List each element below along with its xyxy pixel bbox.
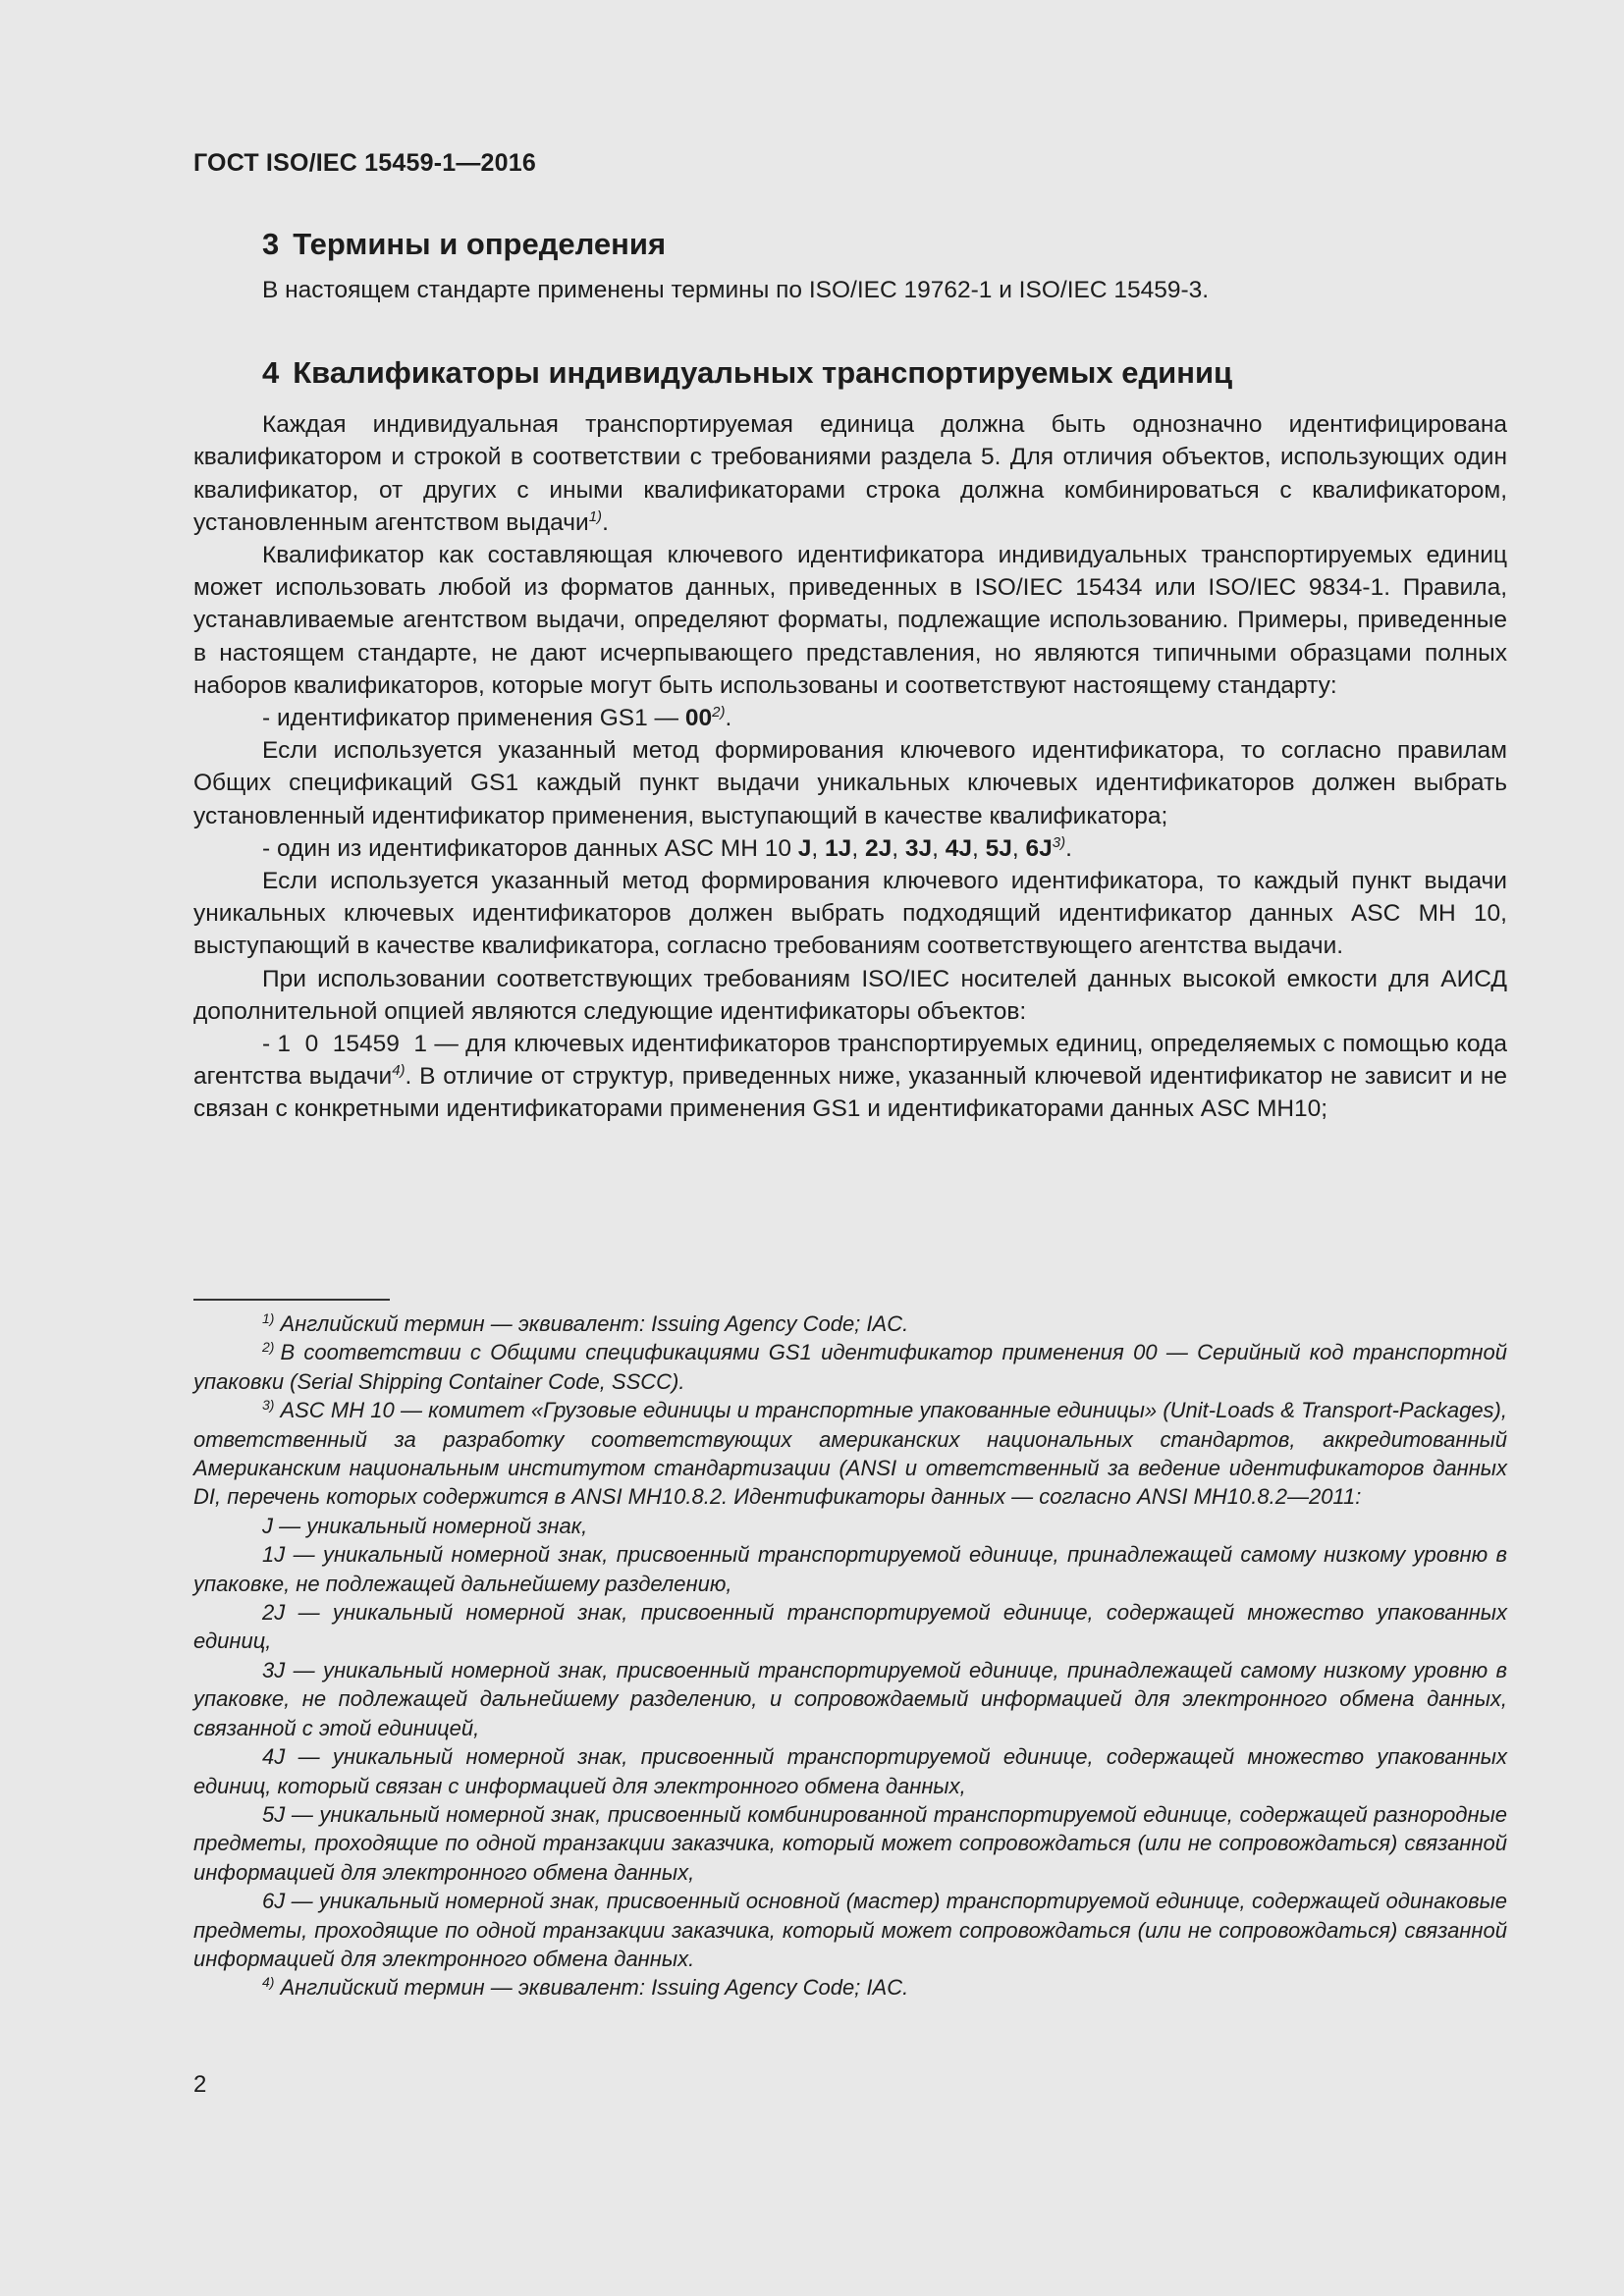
asc-code: 6J (1025, 834, 1053, 862)
code-separator: , (932, 834, 946, 862)
paragraph-text: Каждая индивидуальная транспортируемая единица должна быть однозначно идентифицирована квалификатором и строкой в соответствии с требованиями раздела 5. Для отличия объектов, использующих один квалификатор, от других с иными квалификаторами строка должна комбинироваться с квалификатором, установленным агентством выдачи (193, 411, 1507, 536)
list-item-asc (193, 832, 1507, 865)
list-item-text: - 1 0 15459 1 — для ключевых идентификаторов транспортируемых единиц, определяемых с помощью кода агентства выдачи (193, 1031, 1514, 1091)
footnote-mark: 4) (262, 1974, 275, 1991)
list-item-end: . (1065, 834, 1072, 862)
section-4-title: Квалификаторы индивидуальных транспортируемых единиц (293, 355, 1233, 391)
page-number: 2 (193, 2071, 207, 2098)
asc-code: 4J (945, 834, 972, 862)
code-separator: , (971, 834, 986, 862)
code-separator: , (851, 834, 865, 862)
section-3-number: 3 (262, 227, 280, 261)
footnote (193, 1309, 1507, 1338)
asc-code: 5J (985, 834, 1012, 862)
footnote (193, 1742, 1507, 1800)
section-4-paragraph-1 (193, 408, 1507, 539)
footnote (193, 1512, 1507, 1540)
section-4-paragraph-4: Если используется указанный метод формирования ключевого идентификатора, то каждый пункт выдачи уникальных ключевых идентификаторов должен выбрать подходящий идентификатор данных ASC MH 10, выступающий в качестве квалификатора, согласно требованиям соответствующего агентства выдачи. (193, 868, 1507, 960)
footnote-ref-1[interactable]: 1) (588, 507, 603, 525)
footnotes (193, 1309, 1507, 2002)
footnote-ref-4[interactable]: 4) (392, 1062, 406, 1080)
document-header: ГОСТ ISO/IEC 15459-1—2016 (193, 149, 536, 177)
footnote-text: Английский термин — эквивалент: Issuing Agency Code; IAC. (280, 1311, 909, 1336)
code-separator: , (892, 834, 905, 862)
section-4-number: 4 (262, 355, 280, 391)
footnote-separator (193, 1299, 390, 1301)
list-item-text: - идентификатор применения GS1 — (262, 705, 685, 732)
footnote-text: 6J — уникальный номерной знак, присвоенный основной (мастер) транспортируемой единице, содержащей одинаковые предметы, проходящие по одной транзакции заказчика, который может сопровождаться (или не сопровождаться) связанной информацией для электронного обмена данных. (193, 1889, 1507, 1971)
footnote-mark: 1) (262, 1310, 275, 1326)
footnote (193, 1598, 1507, 1656)
footnote (193, 1540, 1507, 1598)
footnote-text: 4J — уникальный номерной знак, присвоенный транспортируемой единице, содержащей множество упакованных единиц, который связан с информацией для электронного обмена данных, (193, 1744, 1507, 1798)
footnote-mark: 3) (262, 1397, 275, 1414)
list-item-continuation: . В отличие от структур, приведенных ниже, указанный ключевой идентификатор не зависит и не связан с конкретными идентификаторами применения GS1 и идентификаторами данных ASC MH10; (193, 1063, 1507, 1123)
paragraph-end: . (602, 508, 609, 536)
footnote-text: J — уникальный номерной знак, (262, 1513, 588, 1538)
main-content (193, 221, 1514, 1126)
footnote (193, 1396, 1507, 1512)
asc-code: 3J (904, 834, 933, 862)
gs1-code: 00 (684, 705, 713, 732)
list-item-gs1 (193, 702, 1507, 734)
section-4-paragraph-5: При использовании соответствующих требованиям ISO/IEC носителей данных высокой емкости для АИСД дополнительной опцией являются следующие идентификаторы объектов: (193, 965, 1507, 1025)
footnote-text: 1J — уникальный номерной знак, присвоенный транспортируемой единице, принадлежащей самому низкому уровню в упаковке, не подлежащей дальнейшему разделению, (193, 1542, 1507, 1596)
list-item-text: - один из идентификаторов данных ASC MH 10 (262, 834, 798, 862)
list-item-oid (193, 1028, 1514, 1126)
footnote-text: В соответствии с Общими спецификациями GS1 идентификатор применения 00 — Серийный код транспортной упаковки (Serial Shipping Container Code, SSCC). (193, 1340, 1507, 1394)
footnote-ref-3[interactable]: 3) (1052, 833, 1066, 851)
section-4-paragraph-2: Квалификатор как составляющая ключевого идентификатора индивидуальных транспортируемых единиц может использовать любой из форматов данных, приведенных в ISO/IEC 15434 или ISO/IEC 9834-1. Правила, устанавливаемые агентством выдачи, определяют форматы, подлежащие использованию. Примеры, приведенные в настоящем стандарте, не дают исчерпывающего представления, но являются типичными образцами полных наборов квалификаторов, которые могут быть использованы и соответствуют настоящему стандарту: (193, 542, 1507, 699)
section-4-paragraph-3: Если используется указанный метод формирования ключевого идентификатора, то согласно правилам Общих спецификаций GS1 каждый пункт выдачи уникальных ключевых идентификаторов должен выбрать установленный идентификатор применения, выступающий в качестве квалификатора; (193, 737, 1507, 829)
footnote-text: 2J — уникальный номерной знак, присвоенный транспортируемой единице, содержащей множество упакованных единиц, (193, 1600, 1507, 1654)
footnote (193, 1656, 1507, 1742)
footnote-text: ASC MH 10 — комитет «Грузовые единицы и транспортные упакованные единицы» (Unit-Loads & Transport-Packages), ответственный за разработку соответствующих американских национальных стандартов, аккредитованный Американским национальным институтом стандартизации (ANSI и ответственный за ведение идентификаторов данных DI, перечень которых содержится в ANSI MH10.8.2. Идентификаторы данных — согласно ANSI MH10.8.2—2011: (193, 1398, 1507, 1510)
footnote-text: 5J — уникальный номерной знак, присвоенный комбинированной транспортируемой единице, содержащей разнородные предметы, проходящие по одной транзакции заказчика, который может сопровождаться (или не сопровождаться) связанной информацией для электронного обмена данных, (193, 1801, 1507, 1885)
footnote (193, 1887, 1507, 1973)
code-separator: , (1011, 834, 1026, 862)
asc-codes (798, 835, 1053, 862)
asc-code: 2J (864, 834, 893, 862)
section-3-text: В настоящем стандарте применены термины по ISO/IEC 19762-1 и ISO/IEC 15459-3. (262, 277, 1210, 303)
code-separator: , (811, 834, 826, 862)
footnote-ref-2[interactable]: 2) (712, 704, 726, 721)
footnote-text: 3J — уникальный номерной знак, присвоенный транспортируемой единице, принадлежащей самому низкому уровню в упаковке, не подлежащей дальнейшему разделению, и сопровождаемый информацией для электронного обмена данных, связанной с этой единицей, (193, 1657, 1507, 1740)
footnote-text: Английский термин — эквивалент: Issuing Agency Code; IAC. (280, 1975, 909, 2001)
footnote (193, 1338, 1507, 1396)
section-3-heading (193, 221, 1507, 268)
footnote (193, 1800, 1507, 1887)
footnote-mark: 2) (262, 1339, 275, 1356)
footnote (193, 1973, 1507, 2002)
asc-code: 1J (825, 834, 852, 862)
list-item-end: . (725, 705, 732, 732)
section-3-title: Термины и определения (293, 227, 667, 261)
section-4-heading (193, 349, 1507, 397)
asc-code: J (797, 834, 812, 862)
